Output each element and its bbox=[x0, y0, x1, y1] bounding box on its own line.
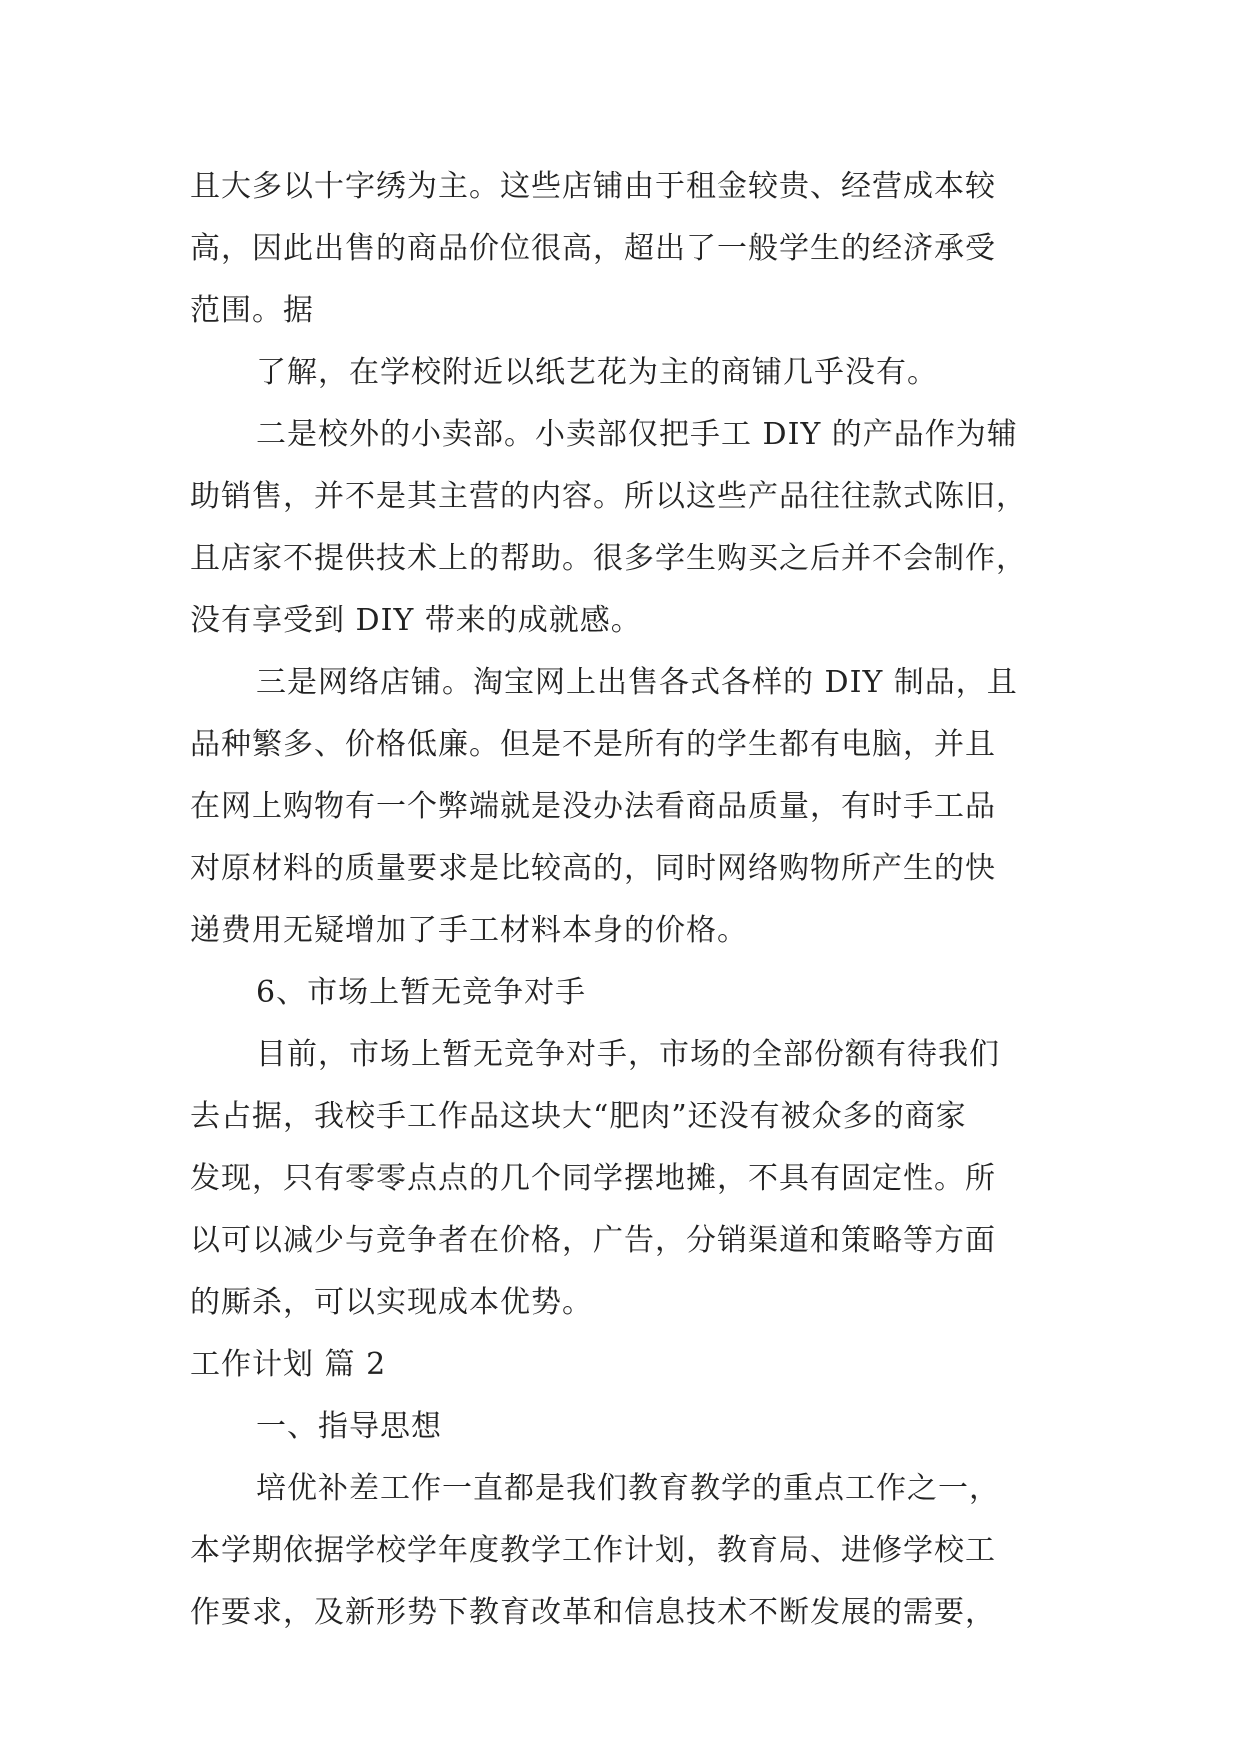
text-line: 三是网络店铺。淘宝网上出售各式各样的 DIY 制品，且 bbox=[256, 665, 1018, 700]
text-line: 高，因此出售的商品价位很高，超出了一般学生的经济承受 bbox=[190, 231, 996, 266]
document-section-title: 工作计划 篇 2 bbox=[190, 1347, 387, 1382]
section-heading: 一、指导思想 bbox=[256, 1409, 442, 1444]
text-line: 培优补差工作一直都是我们教育教学的重点工作之一， bbox=[256, 1471, 1000, 1506]
text-line: 范围。据 bbox=[190, 293, 314, 328]
text-line: 且大多以十字绣为主。这些店铺由于租金较贵、经营成本较 bbox=[190, 169, 996, 204]
text-line: 以可以减少与竞争者在价格，广告，分销渠道和策略等方面 bbox=[190, 1223, 996, 1258]
text-line: 品种繁多、价格低廉。但是不是所有的学生都有电脑，并且 bbox=[190, 727, 996, 762]
text-line: 助销售，并不是其主营的内容。所以这些产品往往款式陈旧， bbox=[190, 479, 1027, 514]
text-line: 了解，在学校附近以纸艺花为主的商铺几乎没有。 bbox=[256, 355, 938, 390]
section-heading: 6、市场上暂无竞争对手 bbox=[256, 975, 587, 1010]
text-line: 发现，只有零零点点的几个同学摆地摊，不具有固定性。所 bbox=[190, 1161, 996, 1196]
text-line: 递费用无疑增加了手工材料本身的价格。 bbox=[190, 913, 748, 948]
text-line: 对原材料的质量要求是比较高的，同时网络购物所产生的快 bbox=[190, 851, 996, 886]
document-page bbox=[190, 156, 1060, 1644]
text-line: 且店家不提供技术上的帮助。很多学生购买之后并不会制作， bbox=[190, 541, 1027, 576]
text-line: 二是校外的小卖部。小卖部仅把手工 DIY 的产品作为辅 bbox=[256, 417, 1018, 452]
text-line: 作要求，及新形势下教育改革和信息技术不断发展的需要， bbox=[190, 1595, 996, 1630]
text-line: 的厮杀，可以实现成本优势。 bbox=[190, 1285, 593, 1320]
text-line: 没有享受到 DIY 带来的成就感。 bbox=[190, 603, 642, 638]
text-line: 本学期依据学校学年度教学工作计划，教育局、进修学校工 bbox=[190, 1533, 996, 1568]
text-line: 目前，市场上暂无竞争对手，市场的全部份额有待我们 bbox=[256, 1037, 1000, 1072]
text-line: 去占据，我校手工作品这块大“肥肉”还没有被众多的商家 bbox=[190, 1099, 967, 1134]
text-line: 在网上购物有一个弊端就是没办法看商品质量，有时手工品 bbox=[190, 789, 996, 824]
